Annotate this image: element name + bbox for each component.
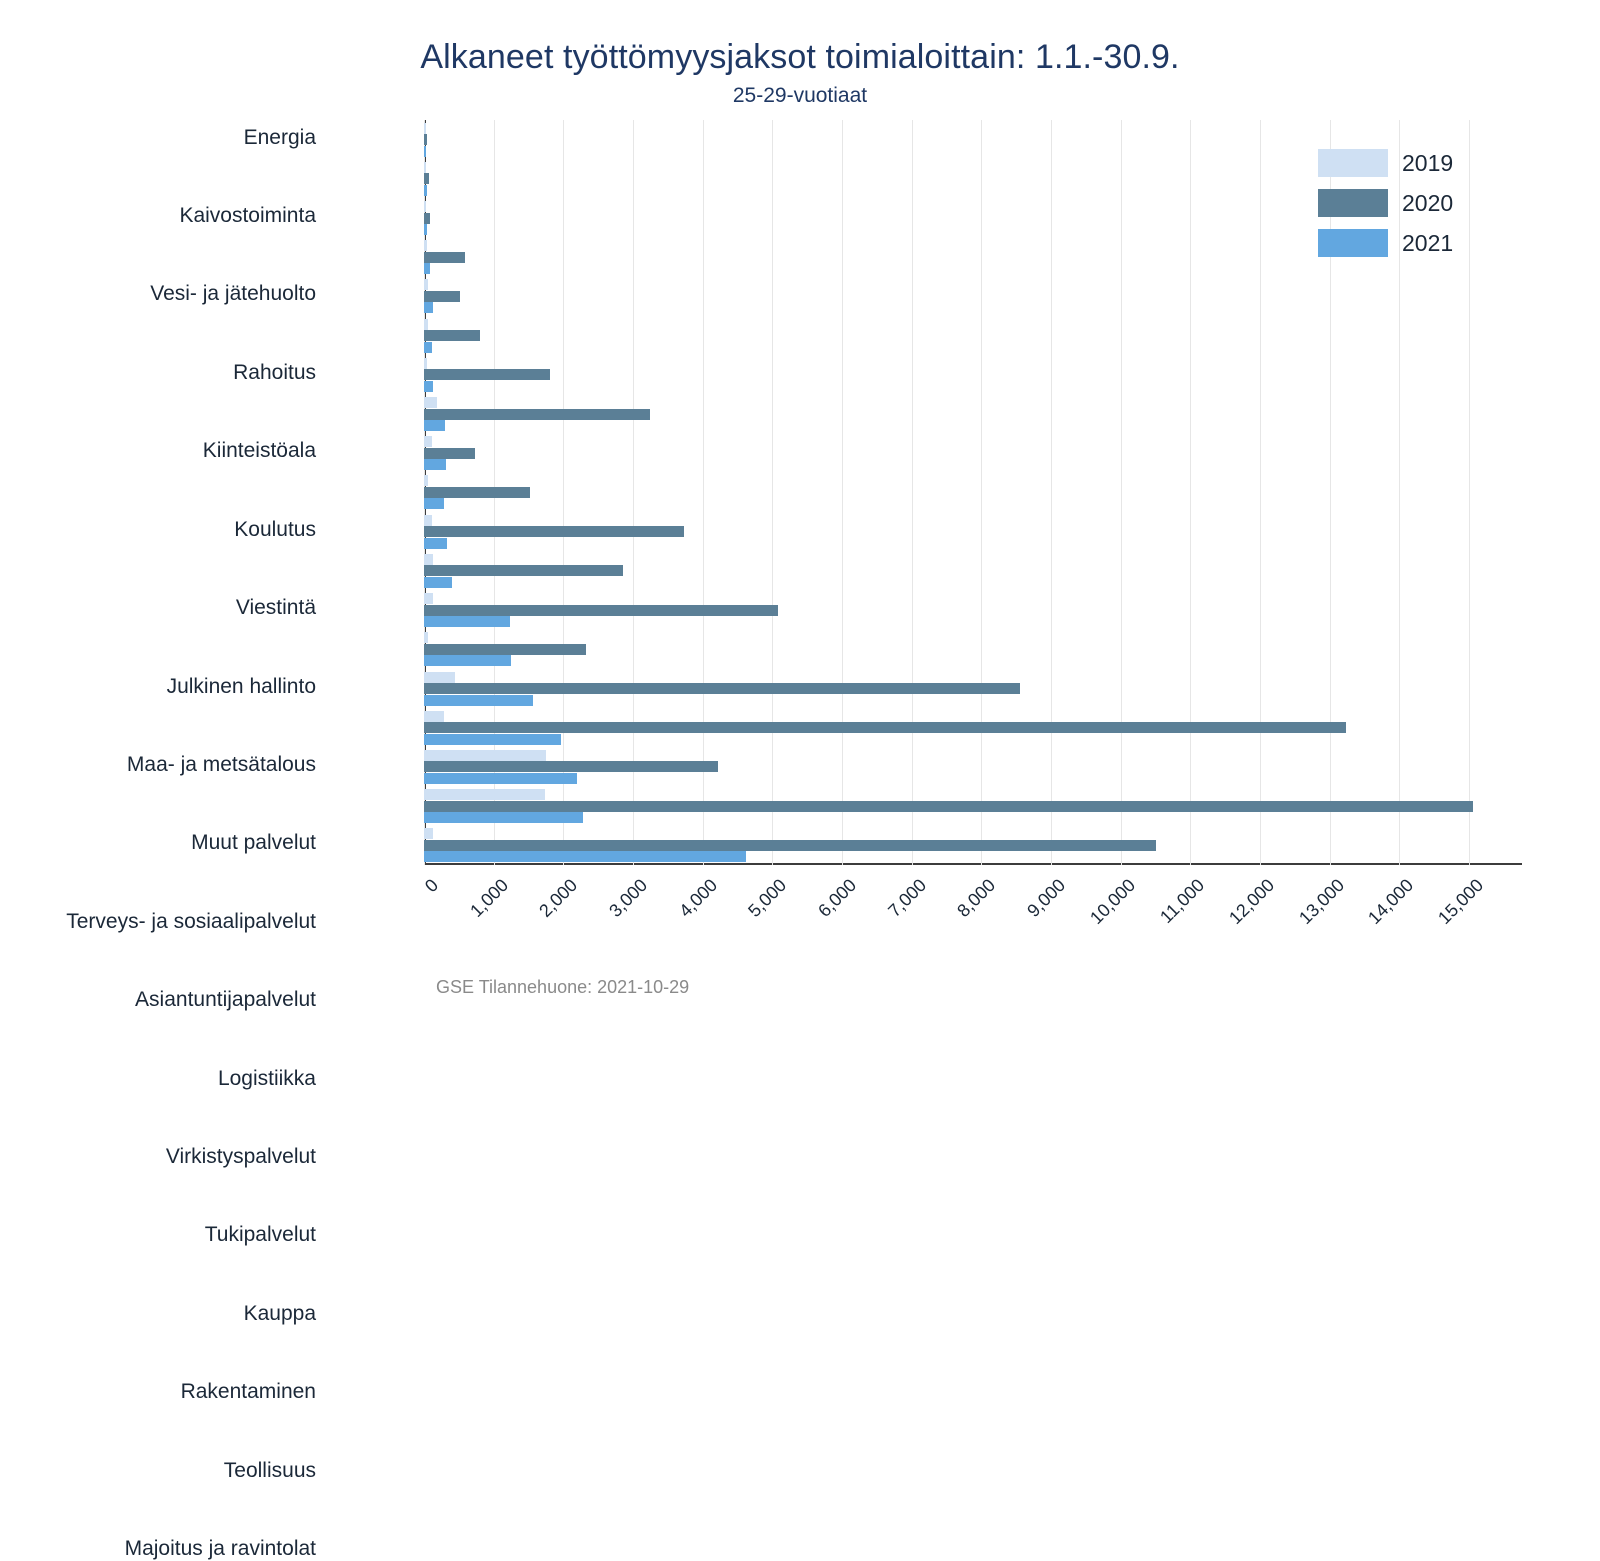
bar-2020 (424, 487, 530, 498)
y-axis-category-label: Asiantuntijapalvelut (135, 988, 316, 1012)
y-axis-category-label: Majoitus ja ravintolat (124, 1537, 316, 1561)
bar-2020 (424, 644, 586, 655)
y-axis-category-label: Maa- ja metsätalous (126, 752, 316, 776)
bar-2021 (424, 420, 445, 431)
x-axis-tick-label: 13,000 (1294, 875, 1348, 929)
bar-2019 (424, 632, 428, 643)
y-axis-category-label: Muut palvelut (191, 831, 316, 855)
y-axis-category-label: Rahoitus (233, 360, 316, 384)
y-axis-category-label: Energia (243, 125, 316, 149)
x-axis-tick-label: 6,000 (814, 875, 861, 921)
x-axis-tick-label: 11,000 (1156, 875, 1209, 928)
bar-2020 (424, 330, 480, 341)
bar-2020 (424, 291, 460, 302)
bar-2020 (424, 526, 684, 537)
bar-2020 (424, 213, 430, 224)
bar-2020 (424, 840, 1156, 851)
bar-2019 (424, 515, 432, 526)
y-axis-category-label: Logistiikka (217, 1066, 316, 1090)
bar-2020 (424, 683, 1020, 694)
bar-2019 (424, 789, 545, 800)
bar-2021 (424, 146, 426, 157)
bar-2021 (424, 851, 746, 862)
legend-label: 2020 (1402, 189, 1454, 216)
bar-2019 (424, 240, 427, 251)
x-axis-tick-label: 2,000 (535, 875, 582, 921)
x-axis-tick-label: 5,000 (744, 875, 791, 921)
bar-2021 (424, 577, 452, 588)
y-axis-category-label: Terveys- ja sosiaalipalvelut (66, 909, 316, 933)
legend-item-2019[interactable] (1318, 143, 1518, 183)
bar-2020 (424, 173, 429, 184)
y-axis-category-label: Teollisuus (223, 1458, 316, 1482)
legend-label: 2019 (1402, 149, 1454, 176)
bar-2021 (424, 616, 510, 627)
bar-2021 (424, 655, 511, 666)
y-axis-category-label: Kaivostoiminta (179, 204, 316, 228)
bar-2019 (424, 397, 437, 408)
bar-2019 (424, 201, 426, 212)
legend-item-2021[interactable] (1318, 223, 1518, 263)
bar-2020 (424, 722, 1346, 733)
bar-2019 (424, 672, 455, 683)
x-axis-tick-label: 7,000 (883, 875, 930, 921)
bar-2021 (424, 695, 533, 706)
bar-2019 (424, 750, 546, 761)
y-axis-category-label: Kiinteistöala (202, 439, 316, 463)
y-axis-category-label: Rakentaminen (180, 1380, 316, 1404)
bar-2019 (424, 475, 428, 486)
bar-2021 (424, 773, 577, 784)
legend-item-2020[interactable] (1318, 183, 1518, 223)
legend-swatch-icon (1318, 189, 1388, 217)
bar-2021 (424, 342, 432, 353)
bar-2020 (424, 409, 650, 420)
bar-2020 (424, 369, 550, 380)
y-axis-category-label: Tukipalvelut (204, 1223, 316, 1247)
bar-2021 (424, 459, 446, 470)
x-axis-tick-label: 8,000 (953, 875, 1000, 921)
legend-swatch-icon (1318, 149, 1388, 177)
y-axis-category-label: Julkinen hallinto (166, 674, 316, 698)
bar-2020 (424, 605, 778, 616)
bar-2020 (424, 134, 427, 145)
x-axis-tick-label: 0 (420, 875, 443, 897)
y-axis-category-label: Virkistyspalvelut (165, 1145, 316, 1169)
chart-title: Alkaneet työttömyysjaksot toimialoittain: 1.1.-30.9. (420, 38, 1180, 76)
legend-label: 2021 (1402, 229, 1454, 256)
chart-legend (1318, 143, 1518, 263)
bar-2021 (424, 538, 447, 549)
chart-subtitle: 25-29-vuotiaat (732, 84, 868, 107)
source-note: GSE Tilannehuone: 2021-10-29 (436, 977, 690, 997)
x-axis-tick-label: 9,000 (1023, 875, 1070, 921)
bar-2021 (424, 224, 427, 235)
y-axis-category-label: Kauppa (243, 1301, 316, 1325)
bar-2019 (424, 123, 426, 134)
bar-2019 (424, 162, 426, 173)
bar-2019 (424, 828, 433, 839)
x-axis-tick-label: 15,000 (1434, 875, 1488, 929)
bar-2019 (424, 436, 432, 447)
bar-2021 (424, 302, 433, 313)
bar-2021 (424, 381, 433, 392)
x-axis-tick-label: 3,000 (605, 875, 652, 921)
bar-2021 (424, 185, 427, 196)
x-axis-tick-label: 14,000 (1364, 875, 1418, 929)
bar-2019 (424, 554, 433, 565)
bar-2020 (424, 761, 718, 772)
bar-2019 (424, 319, 428, 330)
bar-2020 (424, 565, 623, 576)
x-axis-tick-label: 10,000 (1085, 875, 1139, 929)
bar-2019 (424, 593, 433, 604)
bar-2021 (424, 498, 444, 509)
bar-2020 (424, 252, 465, 263)
bar-2021 (424, 734, 561, 745)
bar-2021 (424, 263, 430, 274)
bar-2021 (424, 812, 583, 823)
y-axis-category-label: Vesi- ja jätehuolto (150, 282, 316, 306)
bar-2019 (424, 358, 427, 369)
y-axis-category-label: Koulutus (234, 517, 316, 541)
bar-2020 (424, 801, 1473, 812)
x-axis-tick-label: 12,000 (1225, 875, 1279, 929)
bar-2019 (424, 711, 444, 722)
x-axis-tick-label: 1,000 (465, 875, 512, 921)
y-axis-category-label: Viestintä (235, 596, 316, 620)
x-axis-tick-label: 4,000 (674, 875, 721, 921)
legend-swatch-icon (1318, 229, 1388, 257)
bar-2020 (424, 448, 475, 459)
bar-2019 (424, 279, 428, 290)
